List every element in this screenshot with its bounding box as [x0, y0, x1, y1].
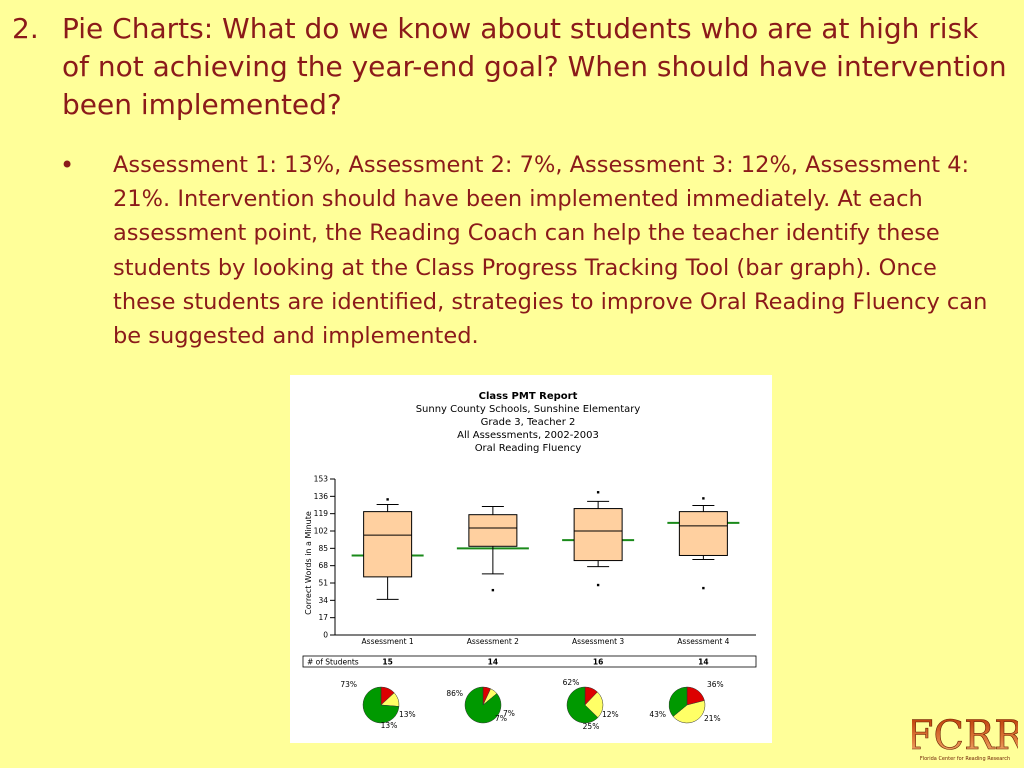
- pie-chart-2: [446, 687, 515, 723]
- outlier-point: [492, 589, 494, 591]
- report-title: Class PMT Report: [478, 391, 578, 402]
- pie-label: 73%: [340, 680, 357, 689]
- student-count: 16: [592, 657, 604, 667]
- y-tick-label: 102: [313, 526, 328, 536]
- logo-letters: FCRR: [912, 713, 1018, 759]
- iqr-box: [469, 515, 517, 547]
- class-pmt-report: [290, 375, 772, 743]
- category-label: Assessment 3: [572, 637, 625, 646]
- fcrr-logo: [912, 708, 1018, 764]
- logo-caption: Florida Center for Reading Research: [919, 756, 1011, 762]
- slide-number: 2.: [12, 12, 39, 45]
- students-row-frame: [303, 656, 756, 667]
- pie-label: 7%: [503, 709, 515, 718]
- report-header: [416, 391, 641, 454]
- report-measure: Oral Reading Fluency: [474, 443, 582, 454]
- outlier-point: [386, 498, 388, 500]
- outlier-point: [597, 584, 599, 586]
- slide-title: Pie Charts: What do we know about students who are at high risk of not achieving the year-end goal? When should have intervention been implemented?: [62, 12, 1007, 121]
- outlier-point: [702, 497, 704, 499]
- y-tick-label: 68: [318, 561, 328, 571]
- iqr-box: [364, 512, 412, 577]
- pie-label: 21%: [704, 714, 721, 723]
- pie-label: 62%: [562, 678, 580, 687]
- y-tick-label: 85: [318, 543, 328, 553]
- student-count: 14: [487, 657, 499, 667]
- pie-label: 13%: [380, 721, 398, 730]
- category-label: Assessment 4: [677, 637, 730, 646]
- pie-label: 86%: [446, 689, 463, 698]
- fcrr-logo-image: [912, 708, 1018, 764]
- pie-chart-1: [340, 680, 415, 730]
- box-plot-3: [562, 491, 634, 586]
- pie-label: 12%: [602, 710, 619, 719]
- x-axis-labels: [362, 637, 730, 646]
- iqr-box: [679, 512, 727, 556]
- report-chart: [290, 375, 772, 743]
- pie-label: 7%: [495, 714, 507, 723]
- report-grade: Grade 3, Teacher 2: [480, 417, 576, 428]
- box-plot-4: [667, 497, 739, 589]
- box-plot-2: [457, 507, 529, 592]
- category-label: Assessment 2: [466, 637, 519, 646]
- pie-charts: [340, 678, 723, 731]
- pie-label: 13%: [399, 710, 416, 719]
- report-school: Sunny County Schools, Sunshine Elementary: [415, 404, 641, 415]
- pie-label: 43%: [649, 710, 666, 719]
- bullet-text: Assessment 1: 13%, Assessment 2: 7%, Assessment 3: 12%, Assessment 4: 21%. Intervention should have been implemented immediately. At each assessment point, the Reading Coach can help the teacher identify these students by looking at the Class Progress Tracking Tool (bar graph). Once these students are identified, strategies to improve Oral Reading Fluency can be suggested and implemented.: [113, 152, 988, 350]
- y-tick-label: 17: [318, 613, 328, 623]
- students-row: [303, 656, 756, 667]
- outlier-point: [597, 491, 599, 493]
- y-tick-label: 136: [313, 491, 328, 501]
- pie-label: 25%: [582, 722, 600, 731]
- y-tick-label: 119: [313, 509, 328, 519]
- y-axis-label: Correct Words in a Minute: [304, 511, 313, 615]
- y-tick-label: 153: [313, 474, 328, 484]
- box-plot-1: [352, 498, 424, 599]
- category-label: Assessment 1: [361, 637, 414, 646]
- pie-label: 36%: [707, 680, 724, 689]
- outlier-point: [702, 587, 704, 589]
- y-tick-label: 51: [318, 578, 328, 588]
- students-row-label: # of Students: [307, 657, 359, 667]
- y-tick-label: 0: [323, 630, 328, 640]
- y-tick-label: 34: [318, 595, 328, 605]
- box-plot-series: [352, 491, 740, 599]
- pie-chart-3: [563, 678, 619, 731]
- student-count: 15: [382, 657, 393, 667]
- pie-chart-4: [649, 680, 723, 723]
- bullet-marker: •: [60, 151, 75, 179]
- iqr-box: [574, 509, 622, 561]
- report-period: All Assessments, 2002-2003: [457, 430, 599, 441]
- student-count: 14: [698, 657, 709, 667]
